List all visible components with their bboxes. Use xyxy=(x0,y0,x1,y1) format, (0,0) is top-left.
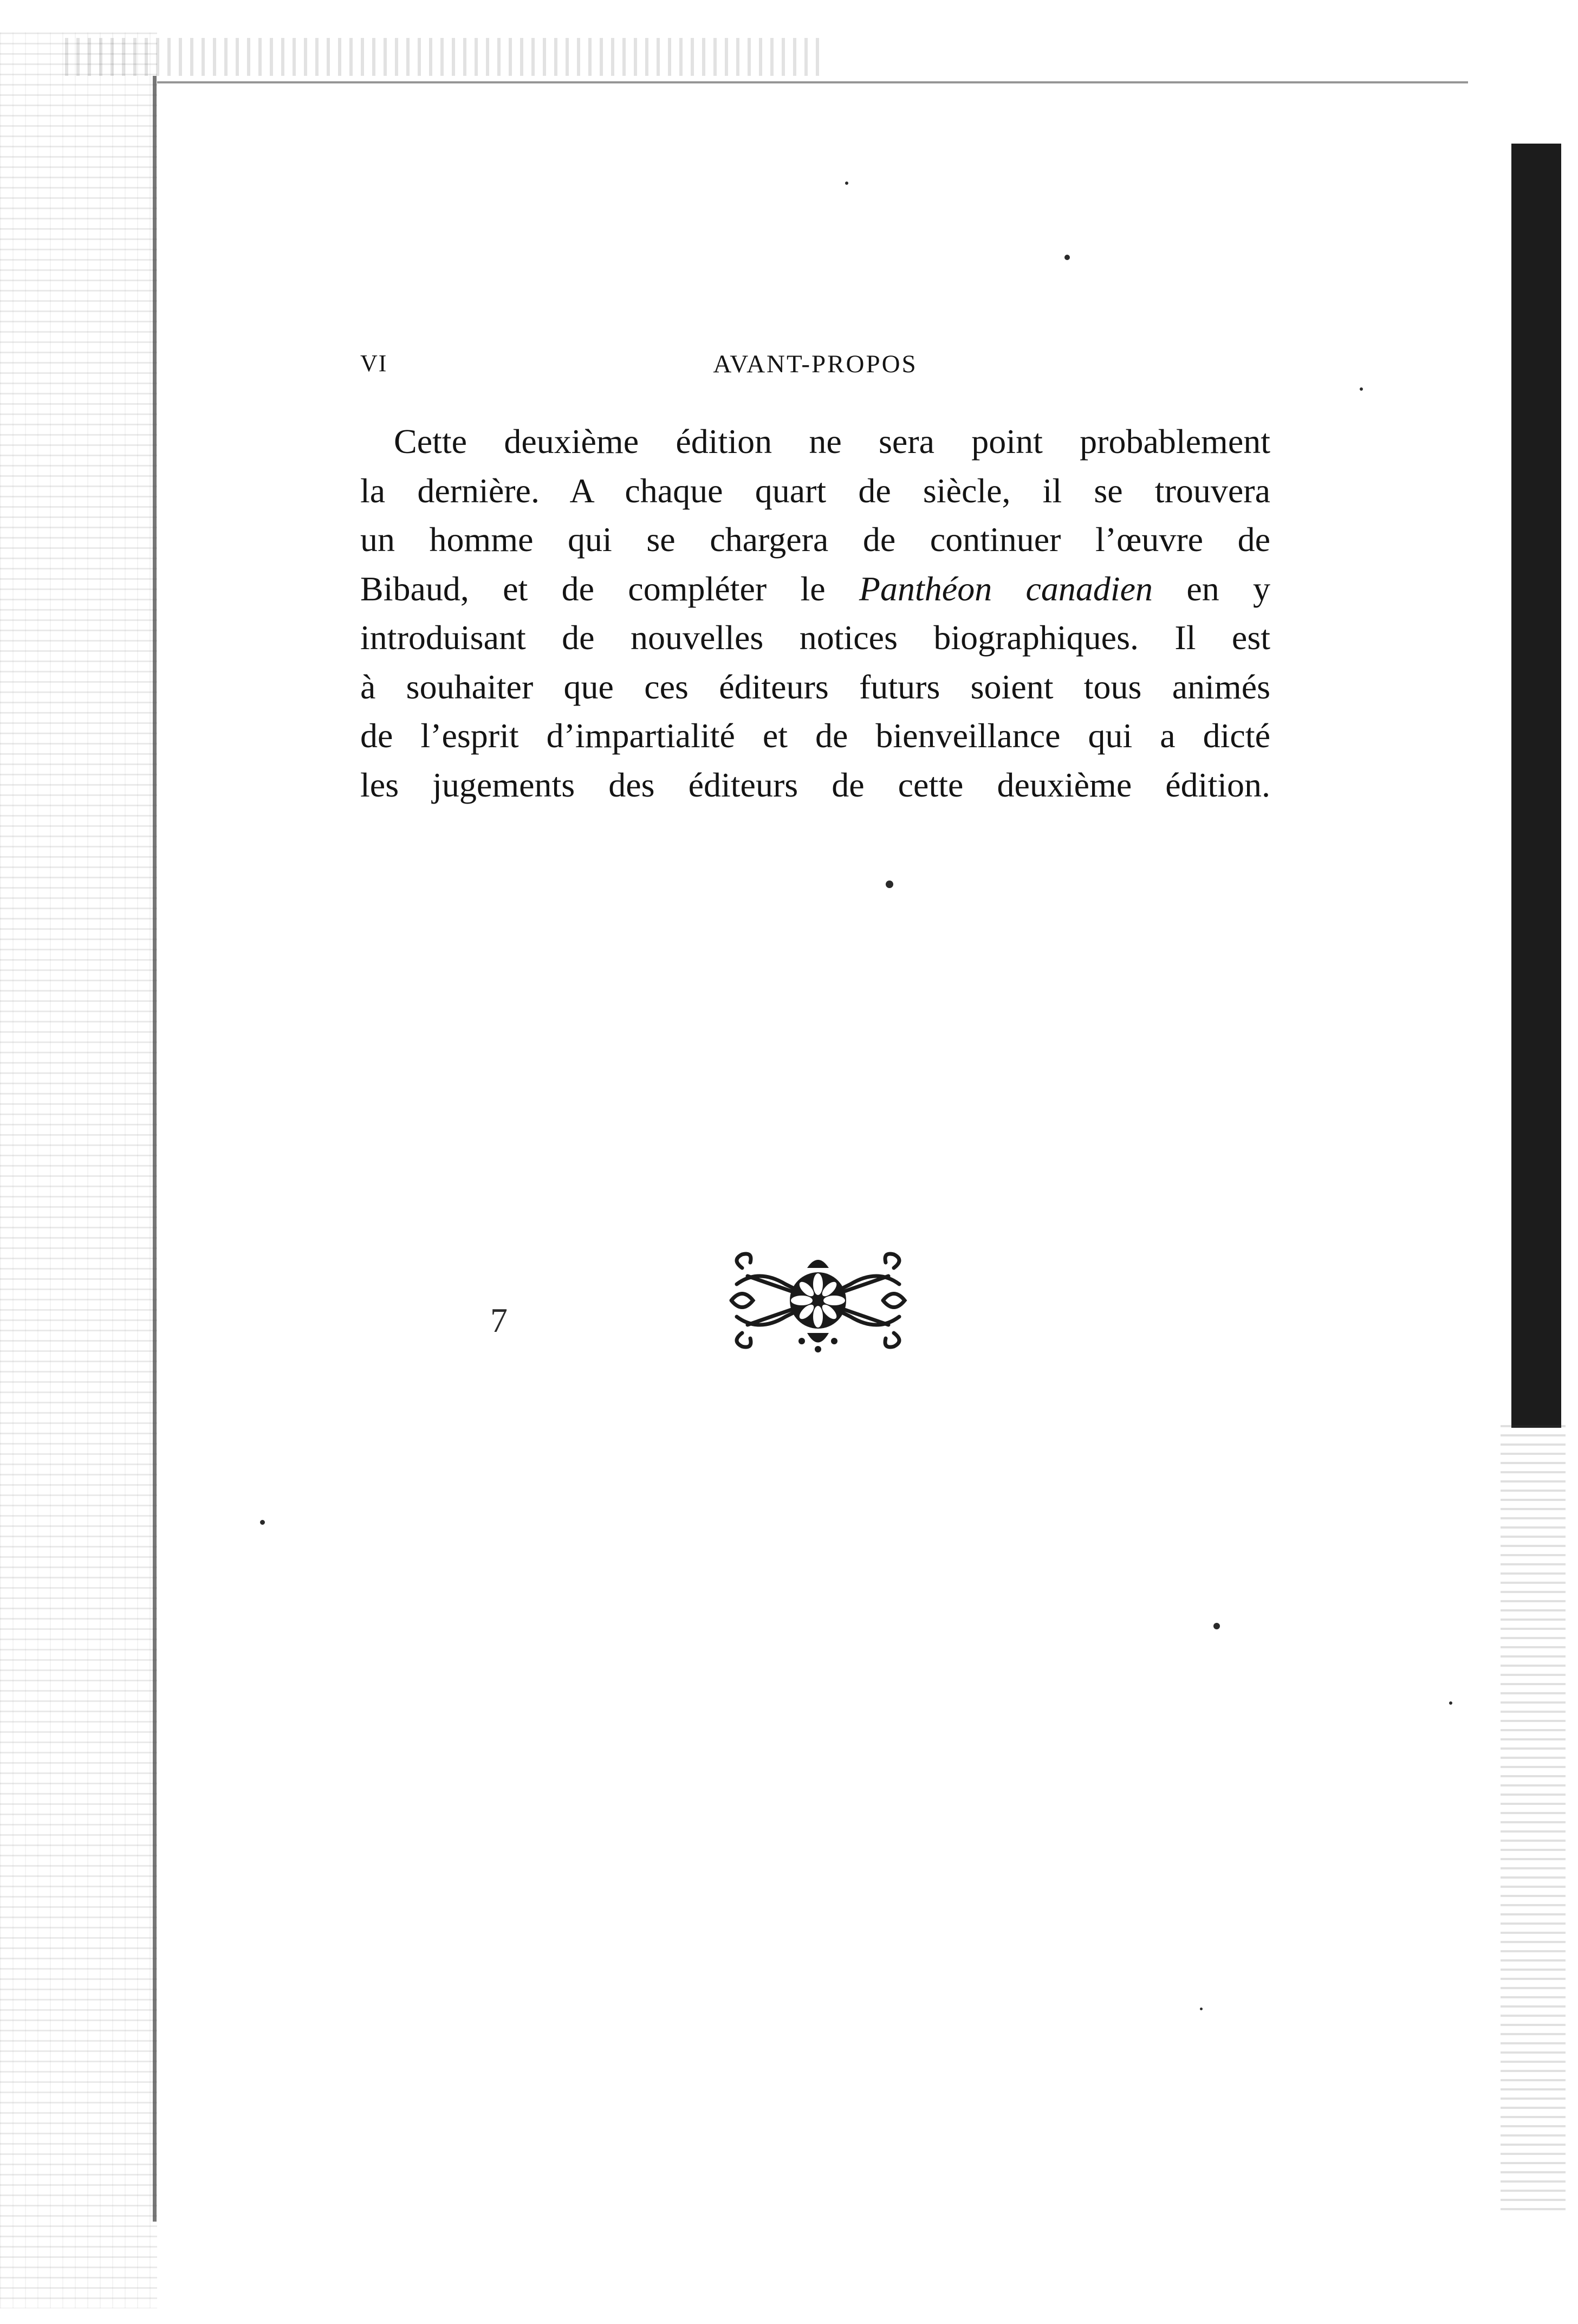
top-scan-noise xyxy=(65,38,823,76)
text-line: à souhaiter que ces éditeurs futurs soient tous animés xyxy=(360,667,1270,706)
speck xyxy=(1360,387,1363,391)
speck xyxy=(1200,2008,1203,2010)
speck xyxy=(1064,255,1070,260)
speck xyxy=(1449,1701,1452,1705)
left-binding-edge xyxy=(0,33,157,2308)
text-line xyxy=(360,565,1270,614)
text-line: un homme qui se chargera de continuer l’œuvre de xyxy=(360,520,1270,559)
fleuron-ornament-icon xyxy=(726,1246,910,1355)
text-line: de l’esprit d’impartialité et de bienveillance qui a dicté xyxy=(360,716,1270,755)
speck xyxy=(260,1520,265,1525)
page-title: AVANT-PROPOS xyxy=(713,350,918,378)
right-scan-noise xyxy=(1501,1425,1566,2211)
text-line-end: en y xyxy=(1186,569,1271,608)
body-paragraph xyxy=(360,417,1270,810)
text-line-start: Bibaud, et de compléter le xyxy=(360,569,826,608)
speck xyxy=(1213,1623,1220,1629)
running-head xyxy=(360,349,1270,387)
italic-title: Panthéon canadien xyxy=(859,569,1153,608)
top-margin-line xyxy=(157,81,1468,83)
text-line: Cette deuxième édition ne sera point probablement xyxy=(394,422,1270,461)
speck xyxy=(845,182,848,185)
text-line: introduisant de nouvelles notices biographiques. Il est xyxy=(360,618,1270,657)
speck xyxy=(886,881,893,888)
right-edge-shadow xyxy=(1511,144,1561,1428)
text-line: la dernière. A chaque quart de siècle, il se trouvera xyxy=(360,471,1270,510)
left-margin-line xyxy=(153,76,157,2222)
stray-pencil-mark: 7 xyxy=(490,1301,508,1339)
text-line: les jugements des éditeurs de cette deuxième édition. xyxy=(360,765,1270,804)
page-number: VI xyxy=(360,350,388,377)
